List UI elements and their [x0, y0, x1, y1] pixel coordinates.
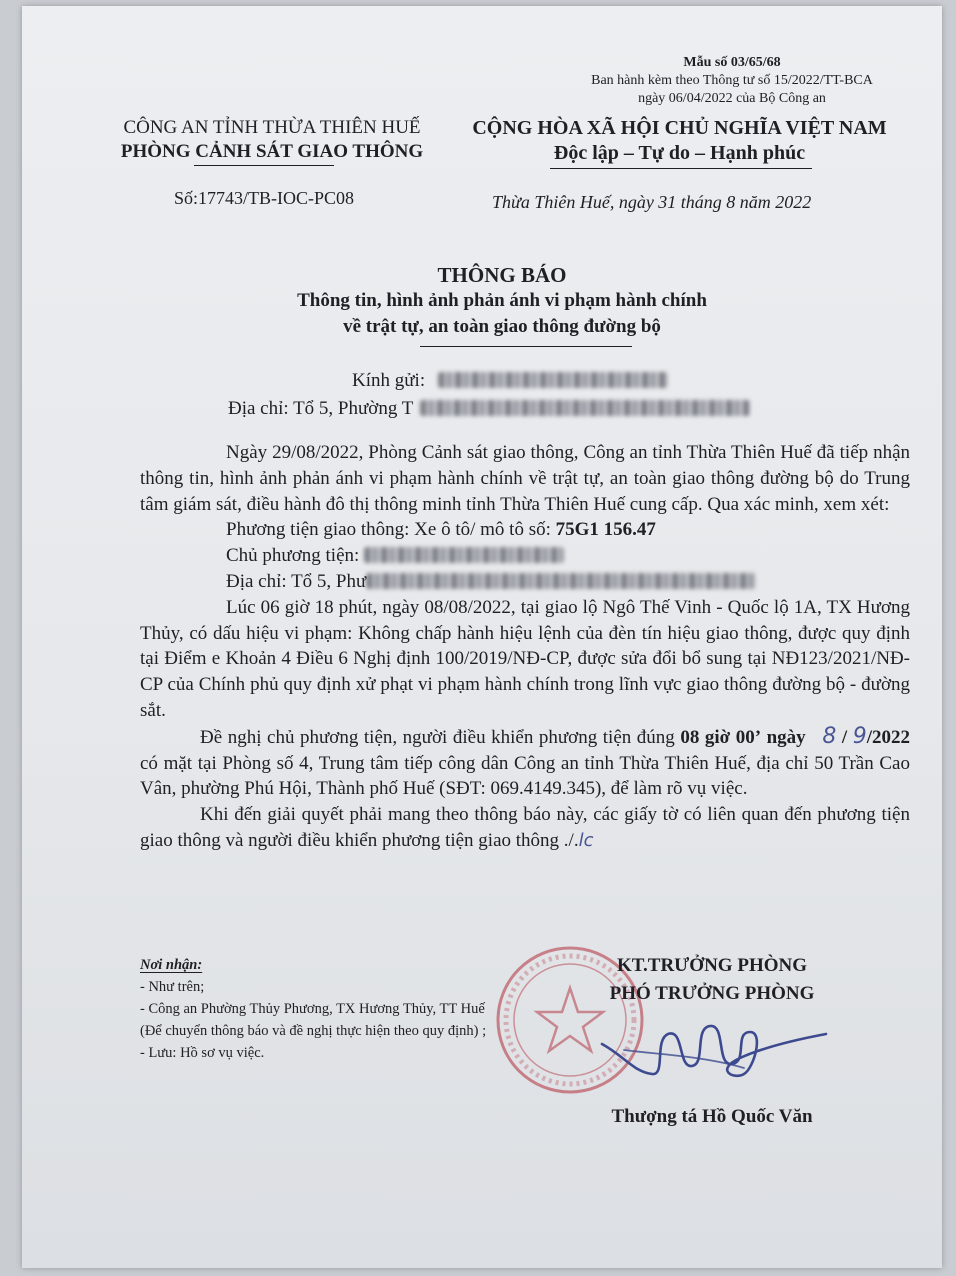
recipient-item: - Lưu: Hồ sơ vụ việc. [140, 1045, 265, 1061]
form-issued-date: ngày 06/04/2022 của Bộ Công an [638, 91, 826, 106]
document-page [22, 6, 942, 1268]
recipients-heading: Nơi nhận: [140, 957, 203, 973]
owner-address-line [140, 569, 910, 595]
signature-title-1: KT.TRƯỞNG PHÒNG [617, 955, 807, 976]
bring-documents-text: Khi đến giải quyết phải mang theo thông báo này, các giấy tờ có liên quan đến phương tiện giao thông và người điều khiển phương tiện giao thông ./. [140, 804, 910, 851]
nation-name: CỘNG HÒA XÃ HỘI CHỦ NGHĨA VIỆT NAM [472, 117, 887, 139]
title-underline [420, 346, 632, 347]
form-reference [562, 54, 902, 108]
body-text [140, 440, 910, 854]
place-date: Thừa Thiên Huế, ngày 31 tháng 8 năm 2022 [492, 192, 812, 212]
redacted-owner-address [366, 573, 756, 589]
signature-block [547, 952, 877, 1008]
title-line2: về trật tự, an toàn giao thông đường bộ [343, 316, 661, 337]
recipient-item: - Công an Phường Thủy Phương, TX Hương Thủy, TT Huế (Để chuyển thông báo và đề nghị thực hiện theo quy định) ; [140, 1001, 487, 1039]
motto-underline [550, 168, 812, 169]
vehicle-plate: 75G1 156.47 [555, 519, 656, 541]
agency-parent: CÔNG AN TỈNH THỪA THIÊN HUẾ [123, 117, 421, 138]
paragraph-intro: Ngày 29/08/2022, Phòng Cảnh sát giao thông, Công an tỉnh Thừa Thiên Huế đã tiếp nhận thông tin, hình ảnh phản ánh vi phạm hành chính về trật tự, an toàn giao thông đường bộ do Trung tâm giám sát, điều hành đô thị thông minh tỉnh Thừa Thiên Huế cung cấp. Qua xác minh, xem xét: [140, 442, 910, 515]
owner-address-label: Địa chỉ: Tổ 5, Phư [226, 570, 367, 592]
summons-year: /2022 [866, 726, 910, 748]
redacted-owner [364, 547, 564, 563]
paragraph-violation: Lúc 06 giờ 18 phút, ngày 08/08/2022, tại giao lộ Ngô Thế Vinh - Quốc lộ 1A, TX Hương Thủy, có dấu hiệu vi phạm: Không chấp hành hiệu lệnh của đèn tín hiệu giao thông, được quy định tại Điểm e Khoản 4 Điều 6 Nghị định 100/2019/NĐ-CP, được sửa đổi bổ sung tại NĐ123/2021/NĐ-CP của Chính phủ quy định xử phạt vi phạm hành chính trong lĩnh vực giao thông đường bộ - đường sắt. [140, 596, 910, 721]
owner-line [140, 543, 910, 569]
addressee-line [352, 370, 668, 392]
signer-name: Thượng tá Hồ Quốc Văn [611, 1106, 813, 1127]
vehicle-label: Phương tiện giao thông: Xe ô tô/ mô tô số: [226, 519, 556, 541]
recipients-block [140, 954, 500, 1064]
greeting-label: Kính gửi: [352, 370, 426, 391]
nation-header [457, 116, 902, 166]
owner-label: Chủ phương tiện: [226, 545, 365, 567]
summons-day-label: ngày [766, 726, 806, 748]
paragraph-bring-documents [140, 802, 910, 854]
summons-start: Đề nghị chủ phương tiện, người điều khiển phương tiện đúng [200, 726, 681, 748]
nation-motto: Độc lập – Tự do – Hạnh phúc [553, 142, 806, 164]
handwritten-signature-icon [594, 1010, 834, 1090]
title-main: THÔNG BÁO [437, 263, 567, 287]
summons-month-handwritten: 9 [852, 723, 867, 749]
paragraph-summons: Đề nghị chủ phương tiện, người điều khiển phương tiện đúng 08 giờ 00’ ngày 8 / 9/2022 có mặt tại Phòng số 4, Trung tâm tiếp công dân Công an tỉnh Thừa Thiên Huế, địa chỉ 50 Trần Cao Vân, phường Phú Hội, Thành phố Huế (SĐT: 069.4149.345), để làm rõ vụ việc. [140, 723, 910, 800]
summons-time: 08 giờ 00’ [680, 726, 762, 748]
title-line1: Thông tin, hình ảnh phản ánh vi phạm hành chính [297, 290, 707, 311]
doc-number: Số:17743/TB-IOC-PC08 [174, 188, 355, 208]
form-issued-with: Ban hành kèm theo Thông tư số 15/2022/TT-BCA [591, 73, 873, 88]
signature-title-2: PHÓ TRƯỞNG PHÒNG [609, 983, 815, 1004]
address-prefix: Địa chỉ: Tổ 5, Phường T [228, 398, 414, 419]
agency-name: PHÒNG CẢNH SÁT GIAO THÔNG [120, 141, 424, 162]
recipient-item: - Như trên; [140, 979, 205, 995]
agency-underline [194, 165, 334, 166]
summons-rest: có mặt tại Phòng số 4, Trung tâm tiếp công dân Công an tỉnh Thừa Thiên Huế, địa chỉ 50 Trần Cao Vân, phường Phú Hội, Thành phố Huế (SĐT: 069.4149.345), để làm rõ vụ việc. [140, 752, 910, 800]
initials-handwritten: lc [578, 829, 594, 851]
agency-header [82, 116, 462, 164]
addressee-address-line [228, 398, 750, 420]
redacted-address [420, 400, 750, 416]
notice-title [172, 262, 832, 340]
redacted-name [438, 372, 668, 388]
summons-day-handwritten: 8 [822, 723, 837, 749]
form-code: Mẫu số 03/65/68 [683, 55, 781, 70]
vehicle-line [140, 517, 910, 543]
